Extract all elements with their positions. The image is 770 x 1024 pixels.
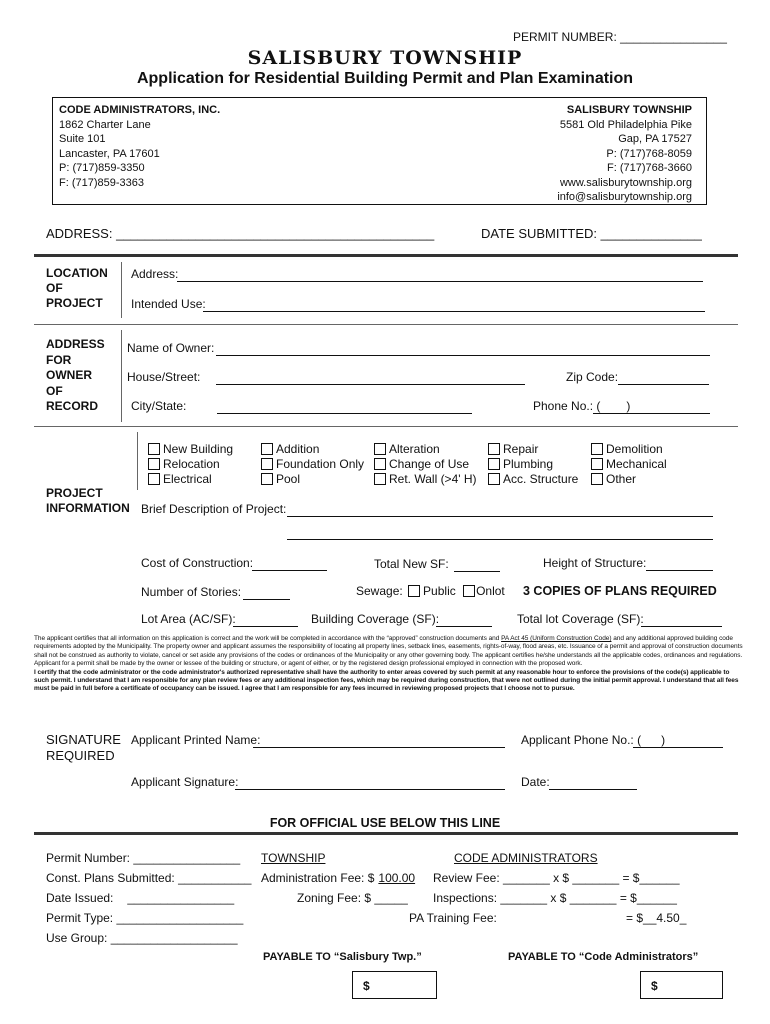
checkbox[interactable] <box>488 458 500 470</box>
cert-text: and any additional approved building code requirements adopted by the Municipality. The property owner and applicant assumes the responsibility of locating all property lines, setback lines, easements, rights-of-way, flood areas, etc. Issuance of a permit and approval of construction documents shall not be construed as authority to violate, cancel or set aside any provisions of the codes or ordinances of the Municipality or any other governing body. The applicant certifies he/she understands all the applicable codes, ordinances and regulations. <box>34 635 743 659</box>
township-name: SALISBURY TOWNSHIP <box>566 104 692 116</box>
checkbox-label: Addition <box>276 442 320 456</box>
checkbox-label: Mechanical <box>606 457 667 471</box>
checkbox-label: Electrical <box>163 472 212 486</box>
brief-description-label: Brief Description of Project: <box>141 502 287 516</box>
contact-line: F: (717)768-3660 <box>607 162 692 174</box>
section-divider <box>34 324 738 325</box>
checkbox[interactable] <box>148 443 160 455</box>
use-group: Use Group: ___________________ <box>46 931 238 945</box>
checkbox-sewage-onlot[interactable] <box>463 585 475 597</box>
township-payment-box[interactable] <box>352 971 437 999</box>
city-state-input[interactable] <box>217 413 472 414</box>
checkbox[interactable] <box>261 473 273 485</box>
location-heading <box>46 266 108 311</box>
section-divider <box>34 426 738 427</box>
official-permit-number: Permit Number: ________________ <box>46 851 241 865</box>
form-title: Application for Residential Building Permit and Plan Examination <box>136 70 634 87</box>
total-lot-coverage-input[interactable] <box>641 626 722 627</box>
brief-description-input-2[interactable] <box>287 539 713 540</box>
address-field[interactable]: ADDRESS: ____________________________________________ <box>46 226 435 241</box>
section-vline <box>137 432 138 490</box>
sign-date-label: Date: <box>521 775 550 789</box>
heading-line: OWNER <box>46 368 92 382</box>
contact-line: P: (717)768-8059 <box>606 147 692 160</box>
township-website-link[interactable]: www.salisburytownship.org <box>559 176 692 189</box>
checkbox-label: Change of Use <box>389 457 470 471</box>
checkbox-col-2 <box>261 442 364 487</box>
checkbox[interactable] <box>488 443 500 455</box>
heading-line: ADDRESS <box>46 337 105 351</box>
township-fees-heading: TOWNSHIP <box>261 851 326 865</box>
checkbox-ret-wall[interactable] <box>374 472 477 487</box>
total-sf-input[interactable] <box>454 571 500 572</box>
township-email-link[interactable]: info@salisburytownship.org <box>557 191 692 203</box>
zip-code-input[interactable] <box>618 384 709 385</box>
checkbox-new-building[interactable] <box>148 442 233 457</box>
project-info-heading <box>46 486 130 516</box>
copies-required-note: 3 COPIES OF PLANS REQUIRED <box>523 584 717 598</box>
lot-area-label: Lot Area (AC/SF): <box>141 612 236 626</box>
checkbox-alteration[interactable] <box>374 442 477 457</box>
dollar-sign: $ <box>363 979 370 993</box>
heading-line: FOR <box>46 352 72 367</box>
checkbox-pool[interactable] <box>261 472 364 487</box>
phone-open-text: Applicant Phone No.: ( <box>521 733 642 747</box>
admin-fee-label: Administration Fee: $ <box>261 871 375 885</box>
lot-area-input[interactable] <box>233 626 298 627</box>
checkbox[interactable] <box>148 473 160 485</box>
checkbox[interactable] <box>374 443 386 455</box>
signature-label: Applicant Signature: <box>131 775 239 789</box>
permit-number-label: PERMIT NUMBER: ________________ <box>513 30 727 44</box>
date-submitted-field[interactable]: DATE SUBMITTED: ______________ <box>481 226 702 241</box>
checkbox-plumbing[interactable] <box>488 457 578 472</box>
payable-code-admin: PAYABLE TO “Code Administrators” <box>508 951 699 963</box>
payable-township: PAYABLE TO “Salisbury Twp.” <box>263 951 422 963</box>
height-label: Height of Structure: <box>543 556 647 570</box>
township-contact <box>557 103 692 205</box>
checkbox-acc-structure[interactable] <box>488 472 578 487</box>
township-title: SALISBURY TOWNSHIP <box>247 47 523 69</box>
sewage-text: Sewage: <box>356 584 403 598</box>
checkbox-relocation[interactable] <box>148 457 233 472</box>
checkbox-label: New Building <box>163 442 234 456</box>
contact-line: Suite 101 <box>59 133 106 145</box>
checkbox-demolition[interactable] <box>591 442 667 457</box>
pa-training-fee-label: PA Training Fee: <box>409 911 497 925</box>
checkbox-electrical[interactable] <box>148 472 233 487</box>
sign-date-input[interactable] <box>549 789 637 790</box>
contact-line: 1862 Charter Lane <box>59 118 151 131</box>
checkbox[interactable] <box>591 443 603 455</box>
signature-heading <box>46 732 121 764</box>
total-sf-label: Total New SF: <box>374 557 449 571</box>
owner-heading <box>46 337 105 415</box>
inspections-fee: Inspections: _______ x $ _______ = $______ <box>433 891 677 905</box>
checkbox[interactable] <box>488 473 500 485</box>
cost-label: Cost of Construction: <box>141 556 254 570</box>
heading-line: OF <box>46 383 63 398</box>
phone-open-text: Phone No.: ( <box>533 399 601 413</box>
checkbox-col-3 <box>374 442 477 487</box>
checkbox-repair[interactable] <box>488 442 578 457</box>
checkbox[interactable] <box>148 458 160 470</box>
checkbox[interactable] <box>591 458 603 470</box>
dollar-sign: $ <box>651 979 658 993</box>
checkbox-label: Demolition <box>606 442 663 456</box>
checkbox-col-5 <box>591 442 667 487</box>
code-admin-payment-box[interactable] <box>640 971 723 999</box>
date-issued <box>46 891 234 905</box>
official-use-text: FOR OFFICIAL USE BELOW THIS LINE <box>269 816 501 830</box>
project-address-input[interactable] <box>177 281 703 282</box>
pa-training-fee-value: = $__4.50_ <box>626 911 687 925</box>
printed-name-label: Applicant Printed Name: <box>131 733 261 747</box>
sewage-label <box>356 584 505 598</box>
owner-name-label: Name of Owner: <box>127 341 215 355</box>
house-street-label: House/Street: <box>127 370 201 384</box>
admin-fee <box>261 871 415 885</box>
ucc-reference: PA Act 45 (Uniform Construction Code) <box>501 635 612 642</box>
checkbox-mechanical[interactable] <box>591 457 667 472</box>
sewage-onlot-label: Onlot <box>476 584 505 598</box>
intended-use-label: Intended Use: <box>131 297 206 311</box>
checkbox-label: Acc. Structure <box>503 472 579 486</box>
checkbox[interactable] <box>261 443 273 455</box>
plans-submitted: Const. Plans Submitted: ___________ <box>46 871 252 885</box>
building-coverage-input[interactable] <box>436 626 492 627</box>
checkbox-label: Repair <box>503 442 539 456</box>
heading-line: RECORD <box>46 399 99 413</box>
checkbox-label: Other <box>606 472 637 486</box>
cert-paragraph-2: Applicant for a permit shall be made by the owner or lessee of the building or structure, or agent of either, or by the registered design professional employed in connection with the proposed work. <box>34 660 583 668</box>
sewage-public-label: Public <box>423 584 456 598</box>
heading-line: SIGNATURE <box>46 732 121 747</box>
checkbox-label: Alteration <box>389 442 440 456</box>
cert-paragraph-1 <box>34 635 746 660</box>
building-coverage-label: Building Coverage (SF): <box>311 612 440 626</box>
checkbox-label: Relocation <box>163 457 220 471</box>
cert-text: The applicant certifies that all information on this application is correct and the work will be completed in accordance with the “approved” construction documents and <box>34 635 502 642</box>
owner-name-input[interactable] <box>216 355 710 356</box>
contact-line: Gap, PA 17527 <box>618 133 692 145</box>
heading-line: INFORMATION <box>46 501 130 515</box>
stories-input[interactable] <box>243 599 290 600</box>
project-address-label: Address: <box>131 267 179 281</box>
heading-line: OF <box>46 281 63 295</box>
checkbox-addition[interactable] <box>261 442 364 457</box>
phone-close-text: ) <box>626 399 631 413</box>
checkbox[interactable] <box>374 458 386 470</box>
review-fee: Review Fee: _______ x $ _______ = $______ <box>433 871 680 885</box>
official-use-divider <box>34 832 738 835</box>
date-issued-line: ________________ <box>127 891 235 905</box>
section-vline <box>121 262 122 318</box>
printed-name-input[interactable] <box>253 747 505 748</box>
checkbox-change-of-use[interactable] <box>374 457 477 472</box>
contact-line: Lancaster, PA 17601 <box>59 147 160 160</box>
checkbox-label: Pool <box>276 472 301 486</box>
heading-line: REQUIRED <box>46 748 115 763</box>
phone-close-text: ) <box>661 733 666 747</box>
signature-input[interactable] <box>235 789 505 790</box>
code-admin-contact <box>59 103 220 190</box>
contact-line: 5581 Old Philadelphia Pike <box>559 118 692 131</box>
checkbox[interactable] <box>261 458 273 470</box>
heading-line: PROJECT <box>46 486 103 500</box>
zoning-fee: Zoning Fee: $ _____ <box>297 891 408 905</box>
checkbox-label: Plumbing <box>503 457 554 471</box>
permit-type: Permit Type: ___________________ <box>46 911 244 925</box>
stories-label: Number of Stories: <box>141 585 242 599</box>
code-admin-name: CODE ADMINISTRATORS, INC. <box>59 104 221 116</box>
total-lot-coverage-label: Total lot Coverage (SF): <box>517 612 644 626</box>
official-use-heading <box>0 816 770 830</box>
checkbox-col-1 <box>148 442 233 487</box>
cert-paragraph-3: I certify that the code administrator or the code administrator's authorized representative shall have the authority to enter areas covered by such permit at any reasonable hour to enforce the provisions of the code(s) applicable to such permit. I understand that I am responsible for any plan review fees or any additional inspection fees, which may be required during construction, that were not outlined during the initial permit approval. I understand that all fees must be paid in full before a certificate of occupancy can be issued. I agree that I am responsible for any fees incurred in reviewing proposed projects that I choose not to pursue. <box>34 668 739 693</box>
height-input[interactable] <box>646 570 713 571</box>
contact-line: F: (717)859-3363 <box>59 176 144 189</box>
heading-line: LOCATION <box>46 266 108 280</box>
brief-description-input[interactable] <box>287 516 713 517</box>
code-admin-fees-heading: CODE ADMINISTRATORS <box>454 851 598 865</box>
checkbox-label: Foundation Only <box>276 457 365 471</box>
city-state-label: City/State: <box>131 399 187 413</box>
house-street-input[interactable] <box>216 384 525 385</box>
checkbox-foundation-only[interactable] <box>261 457 364 472</box>
intended-use-input[interactable] <box>203 311 705 312</box>
admin-fee-value: 100.00 <box>378 871 416 885</box>
checkbox-other[interactable] <box>591 472 667 487</box>
applicant-phone-input[interactable] <box>633 747 723 748</box>
section-divider <box>34 254 738 257</box>
certification-text <box>34 635 746 694</box>
checkbox[interactable] <box>591 473 603 485</box>
contact-line: P: (717)859-3350 <box>59 162 145 174</box>
section-vline <box>121 330 122 422</box>
checkbox-col-4 <box>488 442 578 487</box>
heading-line: PROJECT <box>46 296 103 310</box>
owner-phone-input[interactable] <box>593 413 710 414</box>
owner-phone-label <box>533 399 630 413</box>
cost-input[interactable] <box>252 570 327 571</box>
checkbox-sewage-public[interactable] <box>408 585 420 597</box>
checkbox-label: Ret. Wall (>4' H) <box>389 472 477 486</box>
checkbox[interactable] <box>374 473 386 485</box>
applicant-phone-label <box>521 733 665 747</box>
date-issued-label: Date Issued: <box>46 891 114 905</box>
zip-code-label: Zip Code: <box>566 370 619 384</box>
